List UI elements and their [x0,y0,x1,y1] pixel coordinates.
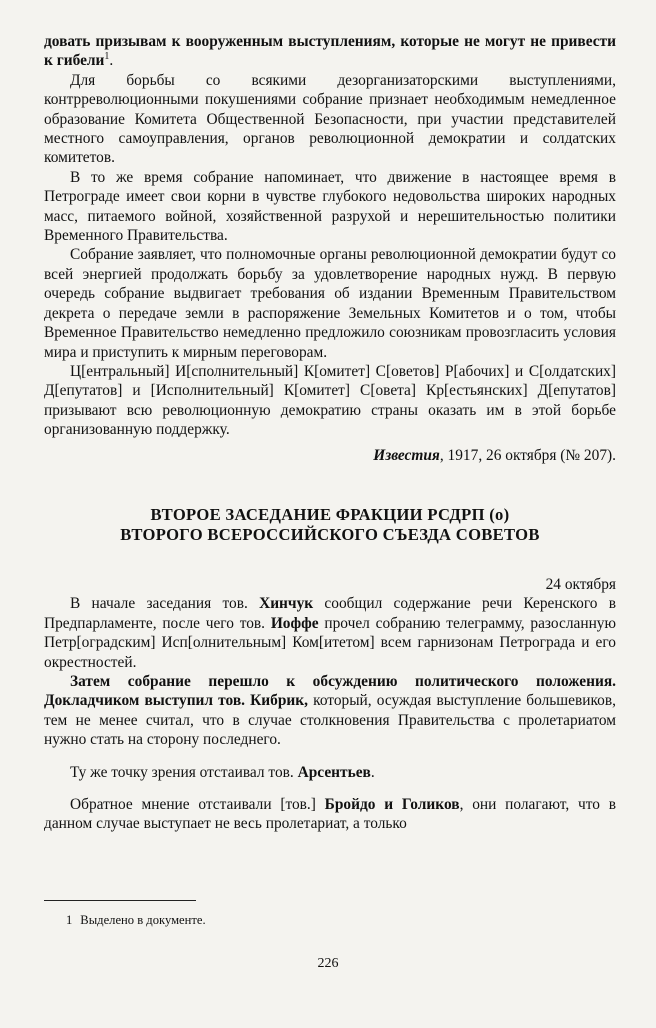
person-name: Иоффе [270,614,319,632]
source-name: Известия [373,446,440,464]
footnote-text: Выделено в документе. [80,913,206,927]
section-heading [44,505,616,545]
footnote-marker: 1 [104,51,110,63]
bold-text: Затем собрание перешло к обсуждению политического положения. Докладчиком выступил тов. Кибрик, [44,672,616,710]
source-details: , 1917, 26 октября (№ 207). [439,446,616,464]
footnote [66,912,206,928]
paragraph-movement: В то же время собрание напоминает, что движение в настоящее время в Петрограде имеет свои корни в чувстве глубокого недовольства широких народных масс, питаемого войной, хозяйственной разрухой и нерешительностью политики Временного Правительства. [44,168,616,245]
paragraph-report [44,672,616,750]
paragraph-opening [44,594,616,672]
body-text [44,32,616,834]
paragraph-appeal: Ц[ентральный] И[сполнительный] К[омитет] С[оветов] Р[абочих] и С[олдатских] Д[епутатов] и [Исполнительный] К[омитет] С[овета] Кр[естьянских] Д[епутатов] призывают всю революционную демократию страны оказать им в этой борьбе организованную поддержку. [44,362,616,439]
paragraph-opposing-view [44,795,616,834]
text: прочел собранию телеграмму, разосланную Петр[оградским] Исп[олнительным] Ком[итетом] всем гарнизонам Петрограда и его окрестностей. [44,614,616,671]
person-name: Арсентьев [297,763,371,781]
text: который, осуждая выступление большевиков, тем не менее считал, что в случае столкновения Правительства с пролетариатом нужно стать на сторону последнего. [44,692,616,749]
paragraph-committee: Для борьбы со всякими дезорганизаторскими выступлениями, контрреволюционными покушениями собрание признает необходимым немедленное образование Комитета Общественной Безопасности, при участии представителей местного самоуправления, органов революционной демократии и солдатских комитетов. [44,71,616,167]
heading-line-1: ВТОРОЕ ЗАСЕДАНИЕ ФРАКЦИИ РСДРП (о) [150,504,510,524]
text: сообщил содержание речи Керенского в Предпарламенте, после чего тов. [44,595,616,632]
source-citation [44,446,616,465]
page-number: 226 [317,956,339,971]
footnote-divider [44,900,196,901]
text: Обратное мнение отстаивали [тов.] [70,796,325,813]
continued-paragraph [44,32,616,71]
paragraph-arsentyev [44,763,616,782]
text: , они полагают, что в данном случае выступает не весь пролетариат, а только [44,796,616,833]
heading-line-2: ВТОРОГО ВСЕРОССИЙСКОГО СЪЕЗДА СОВЕТОВ [120,524,540,544]
bold-text: довать призывам к вооруженным выступлениям, которые не могут не привести к гибели [44,33,616,70]
paragraph-demands: Собрание заявляет, что полномочные органы революционной демократии будут со всей энергией продолжать борьбу за удовлетворение народных нужд. В первую очередь собрание выдвигает требования об издании Временным Правительством декрета о передаче земли в распоряжение Земельных Комитетов и о том, чтобы Временное Правительство немедленно предложило союзникам провозгласить условия мира и приступить к мирным переговорам. [44,246,616,361]
session-date: 24 октября [545,575,616,593]
punctuation: . [109,52,114,70]
text: Ту же точку зрения отстаивал тов. [70,763,298,781]
text: В начале заседания тов. [70,595,260,613]
person-name: Бройдо и Голиков [324,796,460,813]
person-name: Хинчук [259,595,314,613]
footnote-number: 1 [66,913,73,927]
text: . [370,763,375,781]
